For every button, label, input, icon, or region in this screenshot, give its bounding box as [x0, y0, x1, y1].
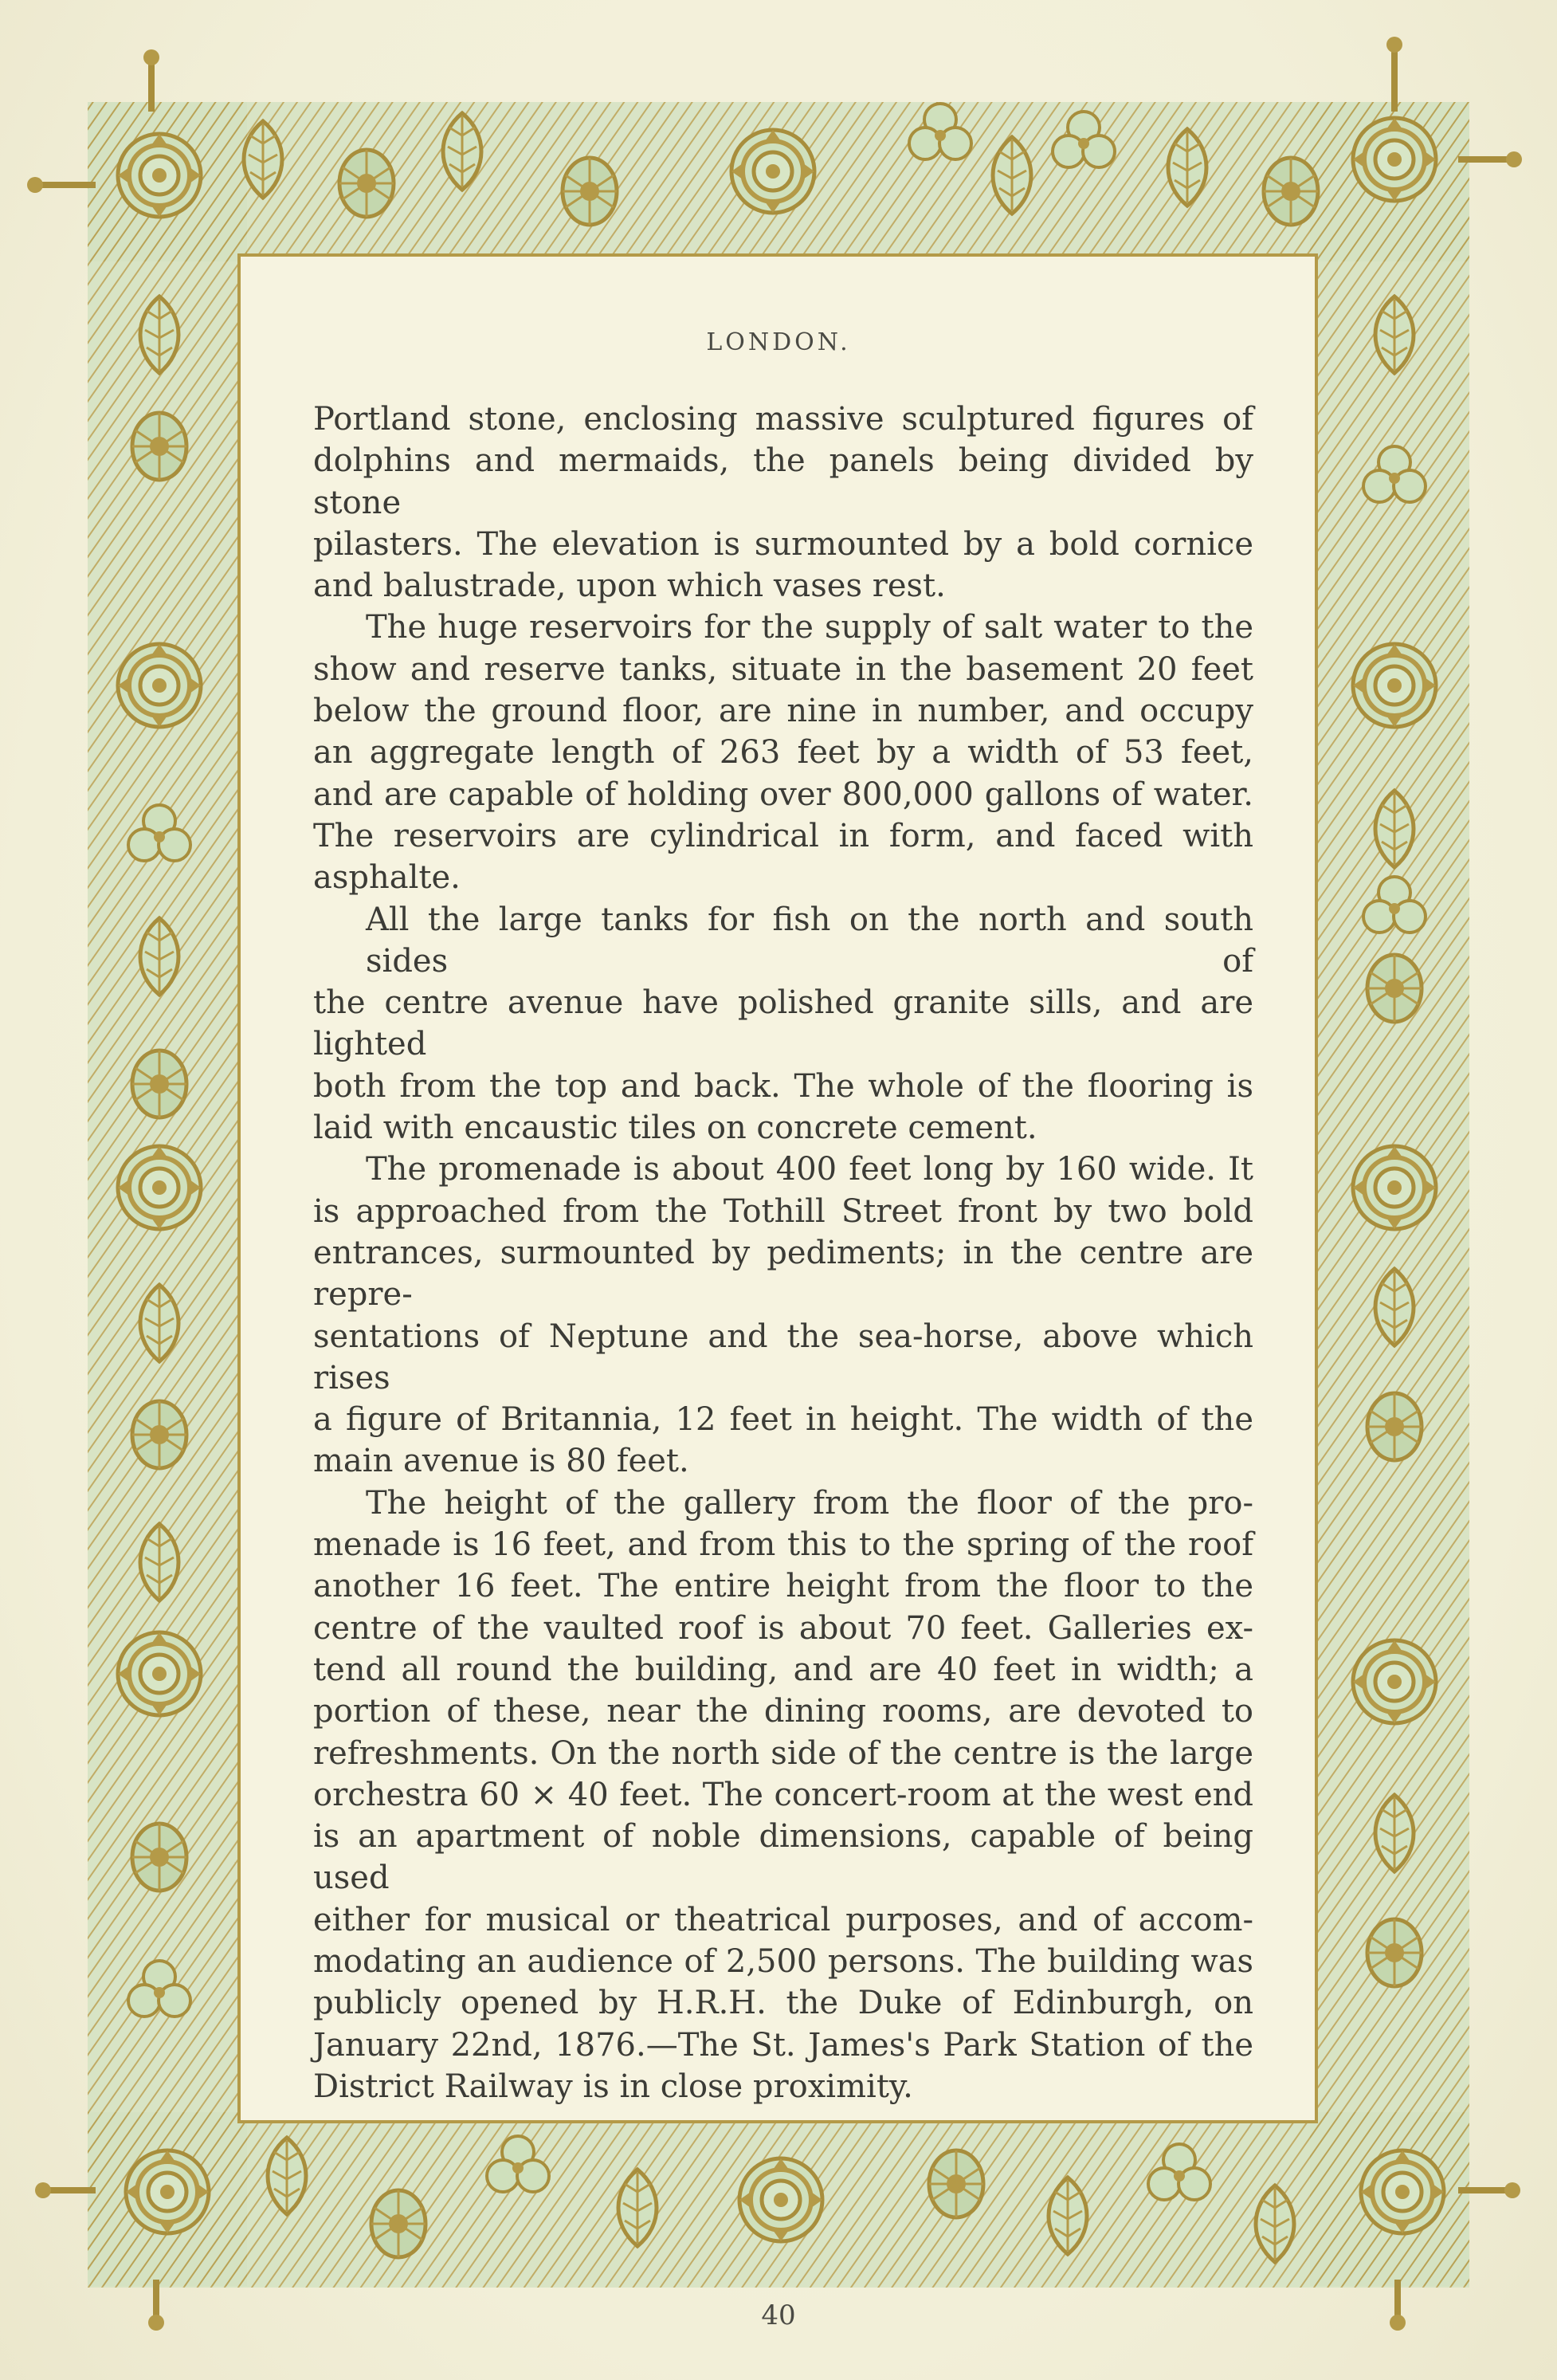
text-line: is approached from the Tothill Street front by two bold [313, 1192, 1253, 1230]
text-line: sentations of Neptune and the sea-horse, above which rises [313, 1318, 1253, 1396]
text-line: The promenade is about 400 feet long by 160 wide. It [366, 1151, 1253, 1188]
text-line: asphalte. [313, 859, 461, 897]
text-line: refreshments. On the north side of the centre is the large [313, 1734, 1253, 1772]
text-line: District Railway is in close proximity. [313, 2068, 913, 2105]
text-line: January 22nd, 1876.—The St. James's Park Station of the [313, 2026, 1253, 2064]
text-line: The height of the gallery from the floor of the pro- [366, 1484, 1253, 1522]
text-line: show and reserve tanks, situate in the basement 20 feet [313, 650, 1253, 688]
text-line: a figure of Britannia, 12 feet in height. The width of the [313, 1401, 1253, 1439]
text-line: entrances, surmounted by pediments; in the centre are repre- [313, 1234, 1253, 1314]
text-line: The huge reservoirs for the supply of salt water to the [366, 609, 1253, 646]
text-line: centre of the vaulted roof is about 70 feet. Galleries ex- [313, 1609, 1253, 1647]
text-line: portion of these, near the dining rooms, are devoted to [313, 1693, 1253, 1730]
text-line: either for musical or theatrical purposes, and of accom- [313, 1901, 1253, 1938]
text-line: pilasters. The elevation is surmounted by a bold cornice [313, 525, 1253, 563]
text-line: All the large tanks for fish on the north and south sides of [366, 901, 1253, 980]
text-line: orchestra 60 × 40 feet. The concert-room at the west end [313, 1776, 1253, 1813]
text-line: another 16 feet. The entire height from the floor to the [313, 1568, 1253, 1605]
text-line: tend all round the building, and are 40 feet in width; a [313, 1651, 1253, 1688]
text-line: dolphins and mermaids, the panels being divided by stone [313, 442, 1253, 521]
text-line: an aggregate length of 263 feet by a width of 53 feet, [313, 734, 1253, 772]
text-line: both from the top and back. The whole of the flooring is [313, 1067, 1253, 1105]
text-line: main avenue is 80 feet. [313, 1443, 689, 1480]
text-line: the centre avenue have polished granite sills, and are lighted [313, 984, 1253, 1063]
text-line: Portland stone, enclosing massive sculptured figures of [313, 401, 1253, 438]
text-line: The reservoirs are cylindrical in form, and faced with [313, 817, 1253, 854]
page-number: 40 [761, 2299, 796, 2331]
text-line: is an apartment of noble dimensions, capable of being used [313, 1818, 1253, 1897]
text-line: below the ground floor, are nine in number, and occupy [313, 693, 1253, 730]
text-line: publicly opened by H.R.H. the Duke of Edinburgh, on [313, 1985, 1253, 2022]
text-line: and are capable of holding over 800,000 gallons of water. [313, 776, 1253, 813]
text-line: modating an audience of 2,500 persons. The building was [313, 1942, 1253, 1980]
body-text [313, 399, 1253, 2107]
running-head: LONDON. [706, 328, 851, 356]
text-line: menade is 16 feet, and from this to the spring of the roof [313, 1526, 1253, 1564]
text-line: and balustrade, upon which vases rest. [313, 568, 946, 605]
text-line: laid with encaustic tiles on concrete cement. [313, 1109, 1037, 1147]
